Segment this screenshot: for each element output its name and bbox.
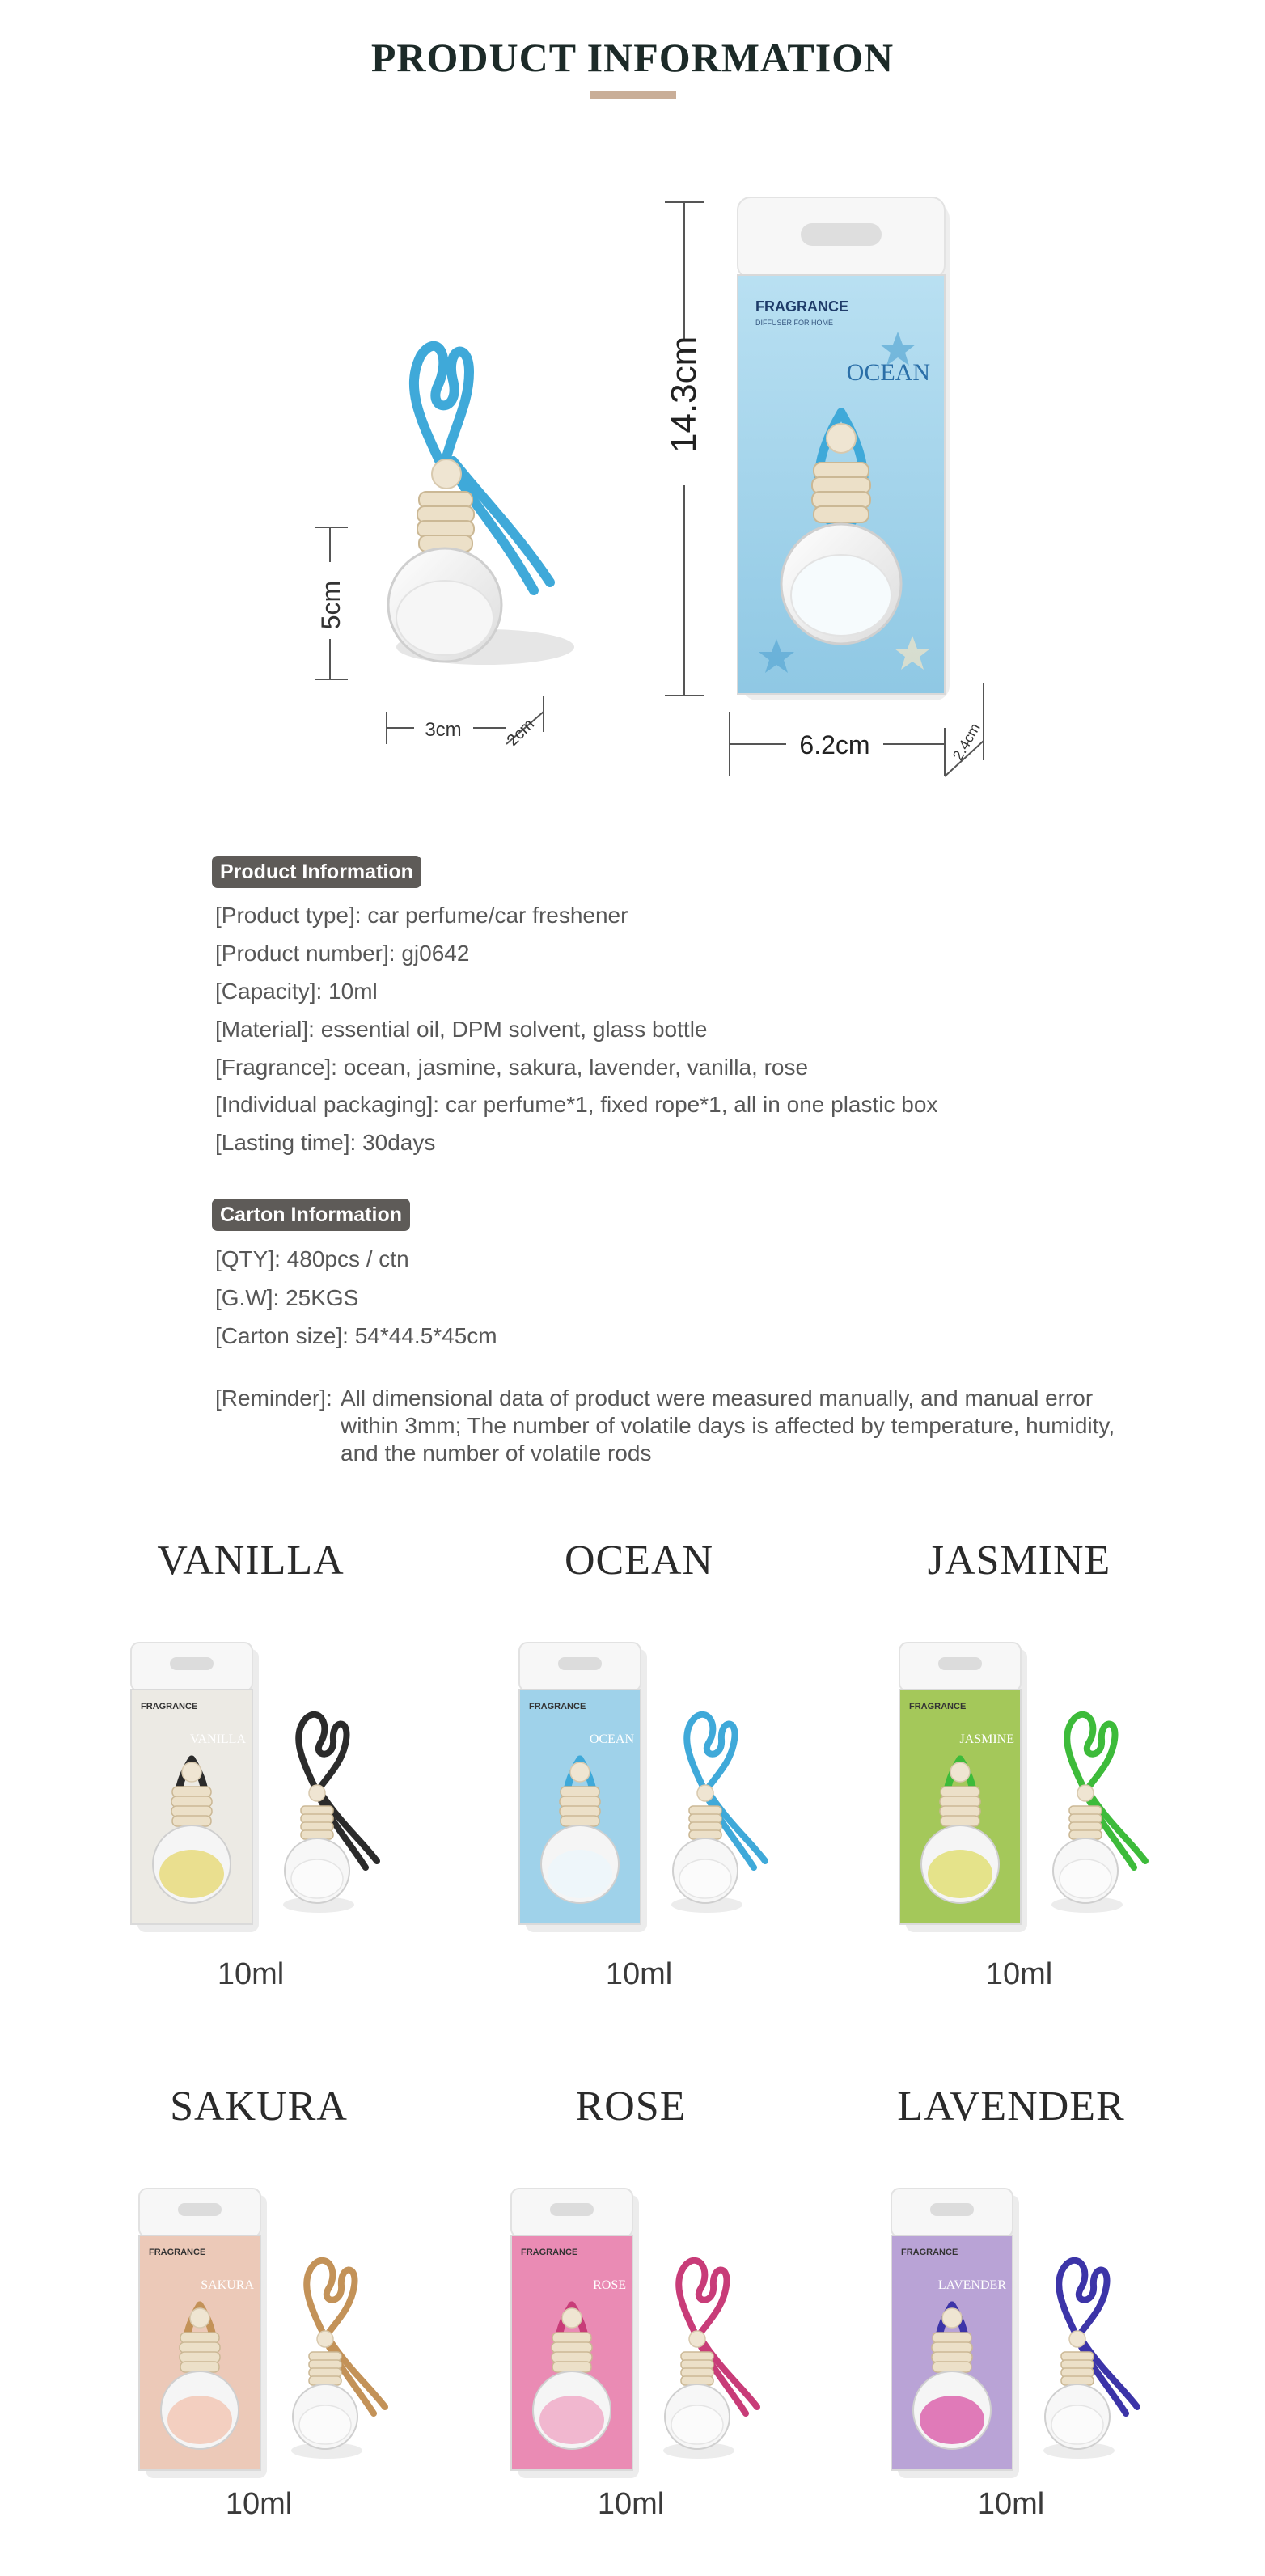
- spec-product-number: [Product number]: gj0642: [215, 941, 470, 966]
- variant-loose-bead: [1069, 2331, 1085, 2347]
- variant-illustration: [857, 1622, 1181, 1945]
- variant-box-brand: FRAGRANCE: [909, 1702, 967, 1711]
- variant-name: ROSE: [575, 2083, 687, 2130]
- box-hanger-hole: [801, 223, 882, 246]
- box-height-label: 14.3cm: [664, 336, 704, 453]
- variant-loose-bead: [317, 2331, 333, 2347]
- variant-box-label: ROSE: [593, 2278, 626, 2292]
- variant-name: LAVENDER: [897, 2083, 1125, 2130]
- variant-box-label: JASMINE: [959, 1732, 1014, 1746]
- variant-box-hole: [550, 2203, 594, 2216]
- variant-box-brand: FRAGRANCE: [901, 2248, 958, 2257]
- spec-packaging: [Individual packaging]: car perfume*1, fixed rope*1, all in one plastic box: [215, 1092, 938, 1117]
- spec-capacity: [Capacity]: 10ml: [215, 979, 378, 1004]
- variant-box-cap: [180, 2333, 220, 2372]
- variant-box-liquid: [539, 2396, 604, 2444]
- box-brand: FRAGRANCE: [755, 298, 848, 315]
- title-underline: [590, 91, 676, 99]
- variant-illustration: [89, 1622, 412, 1945]
- variant-box-hole: [558, 1657, 602, 1670]
- variant-box-brand: FRAGRANCE: [141, 1702, 198, 1711]
- box-width-label: 6.2cm: [799, 730, 870, 759]
- box-subtitle: DIFFUSER FOR HOME: [755, 319, 833, 327]
- variant-name: JASMINE: [927, 1538, 1111, 1584]
- carton-size: [Carton size]: 54*44.5*45cm: [215, 1323, 497, 1348]
- box-scent-label: OCEAN: [846, 359, 930, 386]
- variant-box-hole: [170, 1657, 214, 1670]
- variant-capacity: 10ml: [217, 1957, 285, 1991]
- page-title: PRODUCT INFORMATION: [370, 35, 895, 80]
- variant-box-liquid: [548, 1850, 612, 1898]
- variant-box-bead: [942, 2308, 962, 2328]
- variant-box-liquid: [920, 2396, 984, 2444]
- variant-box-hole: [938, 1657, 982, 1670]
- variant-box-bead: [182, 1762, 201, 1782]
- variant-box-label: SAKURA: [201, 2278, 254, 2292]
- bottle-bead: [432, 459, 461, 489]
- variant-name: VANILLA: [157, 1538, 345, 1584]
- variant-loose-bead: [309, 1785, 325, 1801]
- carton-info-heading: Carton Information: [212, 1199, 410, 1231]
- variant-loose-bead: [689, 2331, 705, 2347]
- variant-box-liquid: [159, 1850, 224, 1898]
- variant-box-label: VANILLA: [189, 1732, 246, 1746]
- hero-dimension-figure: [0, 146, 1265, 793]
- variant-box-bead: [570, 1762, 590, 1782]
- variant-name: OCEAN: [564, 1538, 714, 1584]
- variant-box-label: OCEAN: [589, 1732, 634, 1746]
- variant-box-bead: [950, 1762, 970, 1782]
- variant-illustration: [849, 2168, 1173, 2491]
- variant-box-liquid: [928, 1850, 992, 1898]
- box-cap: [812, 463, 870, 522]
- reminder: [215, 1385, 1145, 1466]
- variant-box-hole: [930, 2203, 974, 2216]
- variant-box-bead: [562, 2308, 582, 2328]
- carton-qty: [QTY]: 480pcs / ctn: [215, 1246, 409, 1271]
- variant-loose-cap: [1061, 2352, 1094, 2385]
- variant-capacity: 10ml: [225, 2487, 293, 2521]
- spec-fragrance: [Fragrance]: ocean, jasmine, sakura, lavender, vanilla, rose: [215, 1055, 809, 1080]
- bottle-cap: [417, 492, 474, 552]
- bottle-width-label: 3cm: [425, 719, 462, 741]
- variant-box-liquid: [167, 2396, 232, 2444]
- variant-capacity: 10ml: [597, 2487, 665, 2521]
- carton-gross-weight: [G.W]: 25KGS: [215, 1285, 359, 1310]
- variant-loose-cap: [681, 2352, 713, 2385]
- bottle-depth-label: 2cm: [503, 715, 538, 750]
- reminder-label: [Reminder]:: [215, 1385, 332, 1411]
- box-depth-label: 2.4cm: [949, 720, 984, 763]
- variant-box-bead: [190, 2308, 209, 2328]
- variant-loose-bead: [1077, 1785, 1094, 1801]
- variant-loose-cap: [309, 2352, 341, 2385]
- variant-box-cap: [560, 1787, 600, 1826]
- variant-box-cap: [171, 1787, 212, 1826]
- bottle-height-label: 5cm: [316, 580, 345, 630]
- variant-box-brand: FRAGRANCE: [521, 2248, 578, 2257]
- variant-box-label: LAVENDER: [937, 2278, 1006, 2292]
- box-bead: [827, 424, 856, 453]
- variant-capacity: 10ml: [977, 2487, 1045, 2521]
- spec-product-type: [Product type]: car perfume/car freshener: [215, 903, 628, 928]
- variant-illustration: [97, 2168, 421, 2491]
- variant-illustration: [469, 2168, 793, 2491]
- variant-capacity: 10ml: [605, 1957, 673, 1991]
- product-info-heading: Product Information: [212, 856, 421, 888]
- variant-box-cap: [552, 2333, 592, 2372]
- variant-box-hole: [178, 2203, 222, 2216]
- spec-lasting-time: [Lasting time]: 30days: [215, 1130, 436, 1155]
- reminder-text: All dimensional data of product were measured manually, and manual error within 3mm; The number of volatile days is affected by temperature, humidity, and the number of volatile rods: [341, 1385, 1115, 1466]
- variant-loose-cap: [1069, 1806, 1102, 1839]
- variant-loose-bead: [697, 1785, 713, 1801]
- spec-material: [Material]: essential oil, DPM solvent, glass bottle: [215, 1017, 708, 1042]
- variant-box-cap: [932, 2333, 972, 2372]
- variant-box-brand: FRAGRANCE: [529, 1702, 586, 1711]
- variant-box-brand: FRAGRANCE: [149, 2248, 206, 2257]
- variant-illustration: [477, 1622, 801, 1945]
- variant-loose-cap: [689, 1806, 721, 1839]
- variant-loose-cap: [301, 1806, 333, 1839]
- variant-name: SAKURA: [170, 2083, 348, 2130]
- variant-capacity: 10ml: [985, 1957, 1053, 1991]
- variant-box-cap: [940, 1787, 980, 1826]
